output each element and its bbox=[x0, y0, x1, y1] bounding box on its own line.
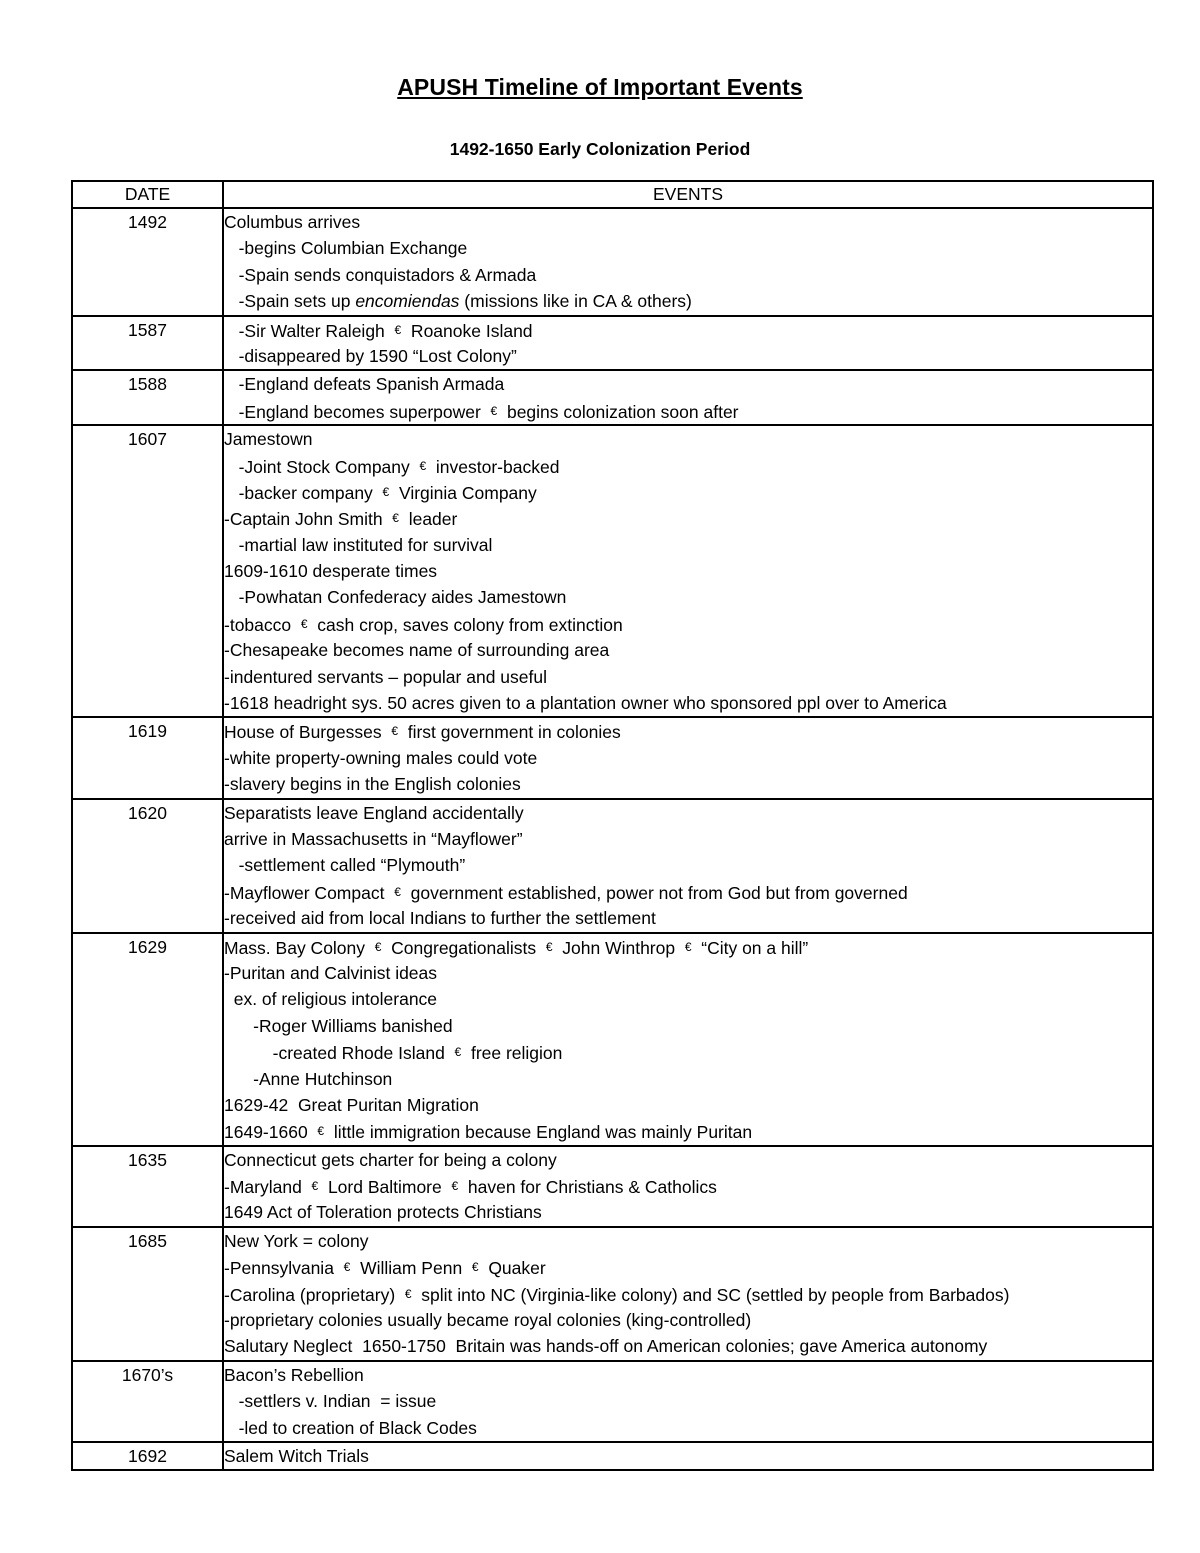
date-column-header: DATE bbox=[72, 181, 223, 208]
event-line: -Pennsylvania € William Penn € Quaker bbox=[224, 1258, 546, 1279]
event-line: Connecticut gets charter for being a colony bbox=[224, 1149, 557, 1170]
arrow-icon: € bbox=[451, 1179, 459, 1194]
event-line: -disappeared by 1590 “Lost Colony” bbox=[224, 345, 517, 366]
event-line: -settlement called “Plymouth” bbox=[224, 855, 466, 876]
event-line: 1649-1660 € little immigration because England was mainly Puritan bbox=[224, 1122, 753, 1143]
events-cell bbox=[223, 316, 1153, 371]
date-cell: 1619 bbox=[72, 717, 223, 798]
event-line: -Puritan and Calvinist ideas bbox=[224, 962, 438, 983]
date-cell: 1492 bbox=[72, 208, 223, 316]
events-cell bbox=[223, 933, 1153, 1146]
event-line: -indentured servants – popular and useful bbox=[224, 666, 547, 687]
arrow-icon: € bbox=[343, 1260, 351, 1275]
table-row bbox=[72, 1227, 1153, 1361]
event-line: Bacon’s Rebellion bbox=[224, 1364, 364, 1385]
arrow-icon: € bbox=[419, 458, 427, 473]
table-row bbox=[72, 425, 1153, 717]
event-line: -England defeats Spanish Armada bbox=[224, 374, 505, 395]
event-line: 1649 Act of Toleration protects Christians bbox=[224, 1202, 542, 1223]
event-line: -Chesapeake becomes name of surrounding area bbox=[224, 640, 610, 661]
table-row bbox=[72, 933, 1153, 1146]
event-line: -Sir Walter Raleigh € Roanoke Island bbox=[224, 320, 533, 341]
date-cell: 1629 bbox=[72, 933, 223, 1146]
event-line: -Spain sets up encomiendas (missions like in CA & others) bbox=[224, 291, 692, 312]
event-line: -Spain sends conquistadors & Armada bbox=[224, 264, 537, 285]
event-line: Columbus arrives bbox=[224, 212, 361, 232]
event-line: -settlers v. Indian = issue bbox=[224, 1391, 437, 1412]
arrow-icon: € bbox=[454, 1045, 462, 1060]
event-line: Salem Witch Trials bbox=[224, 1445, 369, 1466]
arrow-icon: € bbox=[391, 724, 398, 739]
arrow-icon: € bbox=[374, 939, 382, 954]
event-line: -Roger Williams banished bbox=[224, 1015, 453, 1036]
arrow-icon: € bbox=[317, 1124, 325, 1139]
table-row bbox=[72, 316, 1153, 371]
date-cell: 1635 bbox=[72, 1146, 223, 1227]
events-cell bbox=[223, 1146, 1153, 1227]
event-line: -Maryland € Lord Baltimore € haven for Christians & Catholics bbox=[224, 1177, 717, 1198]
event-line: -created Rhode Island € free religion bbox=[224, 1043, 563, 1064]
event-line: -received aid from local Indians to further the settlement bbox=[224, 908, 656, 929]
date-cell: 1587 bbox=[72, 316, 223, 371]
arrow-icon: € bbox=[471, 1260, 479, 1275]
arrow-icon: € bbox=[392, 511, 399, 526]
date-cell: 1685 bbox=[72, 1227, 223, 1361]
event-line: -Carolina (proprietary) € split into NC (Virginia-like colony) and SC (settled by people from Barbados) bbox=[224, 1284, 1010, 1305]
event-line: Mass. Bay Colony € Congregationalists € John Winthrop € “City on a hill” bbox=[224, 937, 809, 958]
italic-term: encomiendas bbox=[355, 291, 460, 312]
timeline-table bbox=[71, 180, 1154, 1471]
date-cell: 1588 bbox=[72, 370, 223, 425]
events-cell bbox=[223, 370, 1153, 425]
event-line: -England becomes superpower € begins colonization soon after bbox=[224, 401, 739, 422]
event-line: -tobacco € cash crop, saves colony from extinction bbox=[224, 614, 623, 635]
table-row bbox=[72, 208, 1153, 316]
event-line: -led to creation of Black Codes bbox=[224, 1417, 477, 1438]
event-line: -Captain John Smith € leader bbox=[224, 509, 458, 530]
event-line: House of Burgesses € first government in colonies bbox=[224, 722, 621, 743]
table-row bbox=[72, 370, 1153, 425]
event-line: -white property-owning males could vote bbox=[224, 747, 538, 768]
events-cell bbox=[223, 425, 1153, 717]
event-line: -1618 headright sys. 50 acres given to a plantation owner who sponsored ppl over to America bbox=[224, 693, 947, 714]
events-cell bbox=[223, 208, 1153, 316]
table-header-row bbox=[72, 181, 1153, 208]
events-cell bbox=[223, 1442, 1153, 1470]
table-row bbox=[72, 1361, 1153, 1442]
event-line: -Joint Stock Company € investor-backed bbox=[224, 456, 560, 477]
table-row bbox=[72, 717, 1153, 798]
event-line: -backer company € Virginia Company bbox=[224, 482, 537, 503]
table-row bbox=[72, 1146, 1153, 1227]
event-line: 1609-1610 desperate times bbox=[224, 561, 438, 582]
event-line: New York = colony bbox=[224, 1230, 369, 1251]
date-cell: 1692 bbox=[72, 1442, 223, 1470]
event-line: Separatists leave England accidentally bbox=[224, 802, 524, 823]
events-cell bbox=[223, 1361, 1153, 1442]
event-line: -Powhatan Confederacy aides Jamestown bbox=[224, 587, 567, 608]
event-line: -slavery begins in the English colonies bbox=[224, 774, 521, 795]
table-row bbox=[72, 1442, 1153, 1470]
arrow-icon: € bbox=[382, 484, 390, 499]
arrow-icon: € bbox=[394, 884, 401, 899]
arrow-icon: € bbox=[490, 403, 498, 418]
date-cell: 1620 bbox=[72, 799, 223, 933]
period-subtitle: 1492-1650 Early Colonization Period bbox=[449, 139, 751, 159]
arrow-icon: € bbox=[311, 1179, 319, 1194]
event-line: -Mayflower Compact € government established, power not from God but from governed bbox=[224, 882, 908, 903]
event-line: ex. of religious intolerance bbox=[224, 989, 438, 1010]
date-cell: 1670’s bbox=[72, 1361, 223, 1442]
event-line: -begins Columbian Exchange bbox=[224, 238, 468, 259]
arrow-icon: € bbox=[300, 616, 308, 631]
events-cell bbox=[223, 717, 1153, 798]
event-line: 1629-42 Great Puritan Migration bbox=[224, 1094, 479, 1115]
events-cell bbox=[223, 1227, 1153, 1361]
event-line: Jamestown bbox=[224, 429, 313, 450]
arrow-icon: € bbox=[684, 939, 692, 954]
arrow-icon: € bbox=[545, 939, 553, 954]
event-line: -martial law instituted for survival bbox=[224, 534, 493, 555]
timeline-body bbox=[72, 208, 1153, 1470]
events-column-header: EVENTS bbox=[223, 181, 1153, 208]
page-title: APUSH Timeline of Important Events bbox=[397, 74, 803, 100]
events-cell bbox=[223, 799, 1153, 933]
event-line: -proprietary colonies usually became royal colonies (king-controlled) bbox=[224, 1310, 752, 1331]
event-line: Salutary Neglect 1650-1750 Britain was hands-off on American colonies; gave America autonomy bbox=[224, 1336, 988, 1357]
date-cell: 1607 bbox=[72, 425, 223, 717]
table-row bbox=[72, 799, 1153, 933]
event-line: -Anne Hutchinson bbox=[224, 1068, 393, 1089]
arrow-icon: € bbox=[394, 322, 402, 337]
arrow-icon: € bbox=[404, 1286, 412, 1301]
event-line: arrive in Massachusetts in “Mayflower” bbox=[224, 828, 523, 849]
